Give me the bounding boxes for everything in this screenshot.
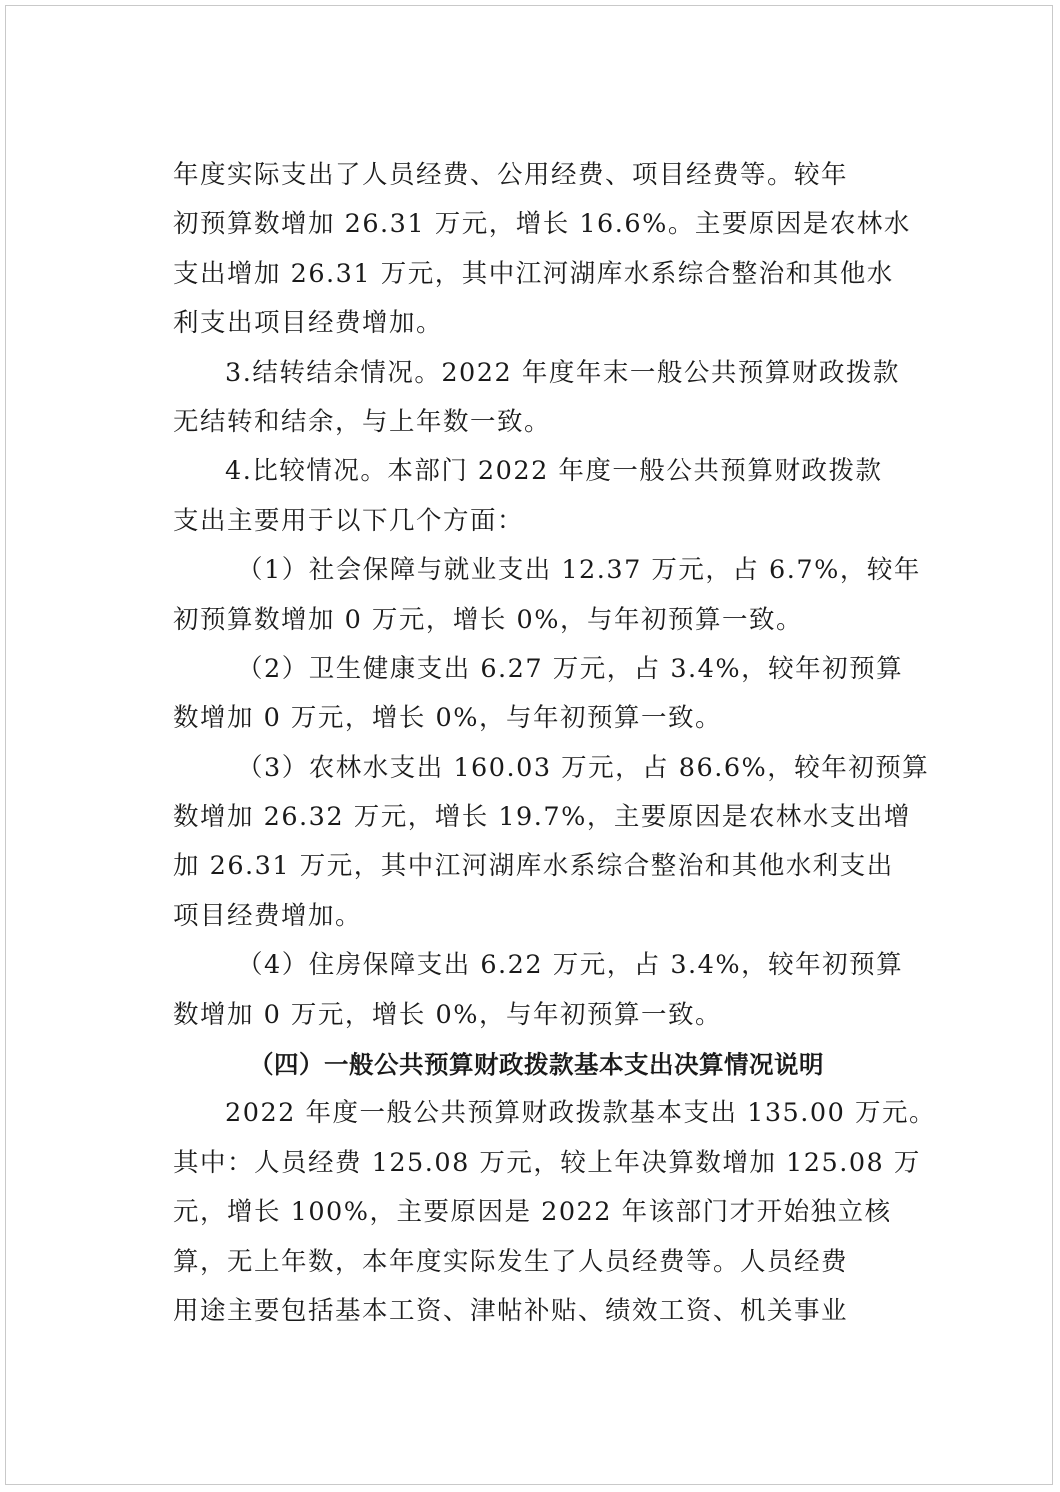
text-line: 数增加 0 万元，增长 0%，与年初预算一致。 — [173, 703, 722, 734]
document-body — [173, 151, 936, 1336]
text-line: 无结转和结余，与上年数一致。 — [173, 406, 552, 437]
text-line: 数增加 26.32 万元，增长 19.7%，主要原因是农林水支出增 — [173, 802, 911, 833]
text-line: 算，无上年数，本年度实际发生了人员经费等。人员经费 — [173, 1246, 849, 1277]
text-line: 数增加 0 万元，增长 0%，与年初预算一致。 — [173, 999, 722, 1030]
text-line: 加 26.31 万元，其中江河湖库水系综合整治和其他水利支出 — [173, 851, 894, 882]
paragraph-carryover-heading: 3.结转结余情况。2022 年度年末一般公共预算财政拨款 — [225, 357, 900, 388]
document-page — [5, 5, 1053, 1485]
text-line: 初预算数增加 26.31 万元，增长 16.6%。主要原因是农林水 — [173, 209, 911, 240]
paragraph-comparison-heading: 4.比较情况。本部门 2022 年度一般公共预算财政拨款 — [225, 456, 883, 487]
text-line: 支出增加 26.31 万元，其中江河湖库水系综合整治和其他水 — [173, 258, 894, 289]
list-item-social-security: （1）社会保障与就业支出 12.37 万元，占 6.7%，较年 — [237, 555, 921, 586]
text-line: 利支出项目经费增加。 — [173, 308, 444, 339]
list-item-housing: （4）住房保障支出 6.22 万元，占 3.4%，较年初预算 — [237, 950, 904, 981]
text-line: 元，增长 100%，主要原因是 2022 年该部门才开始独立核 — [173, 1197, 892, 1228]
text-line: 年度实际支出了人员经费、公用经费、项目经费等。较年 — [173, 160, 849, 190]
text-line: 用途主要包括基本工资、津帖补贴、绩效工资、机关事业 — [173, 1295, 849, 1326]
text-line: 支出主要用于以下几个方面： — [173, 505, 525, 536]
section-heading: （四）一般公共预算财政拨款基本支出决算情况说明 — [249, 1050, 824, 1080]
text-line: 项目经费增加。 — [173, 900, 363, 931]
list-item-health: （2）卫生健康支出 6.27 万元，占 3.4%，较年初预算 — [237, 653, 904, 684]
paragraph-basic-expenditure: 2022 年度一般公共预算财政拨款基本支出 135.00 万元。 — [225, 1098, 936, 1129]
text-line: 其中：人员经费 125.08 万元，较上年决算数增加 125.08 万 — [173, 1147, 921, 1178]
text-line: 初预算数增加 0 万元，增长 0%，与年初预算一致。 — [173, 604, 803, 635]
list-item-agriculture-water: （3）农林水支出 160.03 万元，占 86.6%，较年初预算 — [237, 752, 930, 783]
